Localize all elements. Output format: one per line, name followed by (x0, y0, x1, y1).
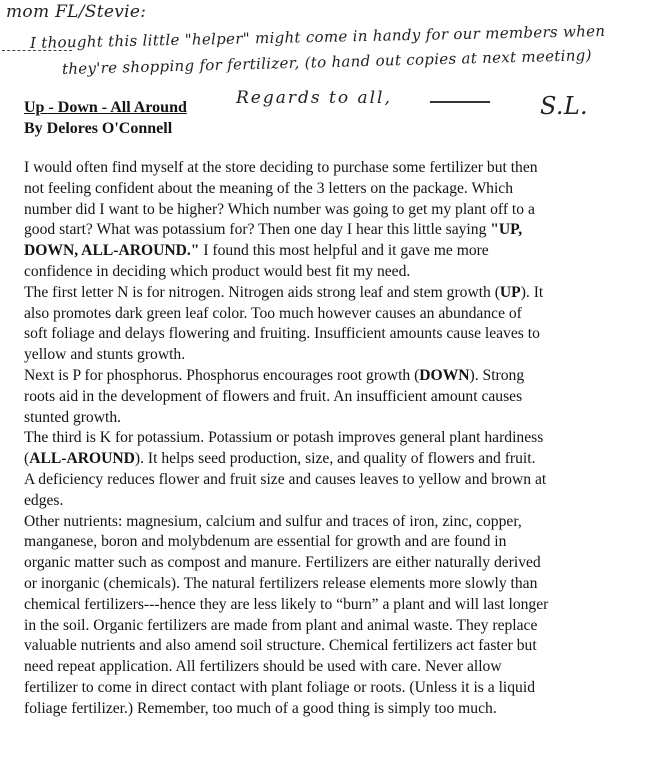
article-line-text: A deficiency reduces flower and fruit size and causes leaves to yellow and brown at (24, 470, 547, 488)
article-line-text: I found this most helpful and it gave me more (199, 242, 489, 260)
article-line-text: The first letter N is for nitrogen. Nitrogen aids strong leaf and stem growth ( (24, 283, 500, 301)
article-line-emphasis: UP (499, 283, 521, 301)
article-line (24, 241, 630, 262)
article-line (24, 699, 630, 720)
article-line (24, 595, 630, 616)
article-line (24, 553, 630, 574)
article-line-text: good start? What was potassium for? Then one day I hear this little saying (24, 221, 491, 239)
article-line-emphasis: DOWN, ALL-AROUND." (24, 242, 200, 260)
article-line-text: not feeling confident about the meaning of the 3 letters on the package. Which (24, 179, 514, 197)
article-line (24, 324, 630, 345)
article-title: Up - Down - All Around (24, 99, 187, 116)
article-line-text: edges. (24, 491, 64, 509)
article-line (24, 179, 630, 200)
article-line (24, 428, 630, 449)
article-line (24, 512, 630, 533)
article-line (24, 345, 630, 366)
article-line-text: foliage fertilizer.) Remember, too much of a good thing is simply too much. (24, 699, 497, 717)
article-body (24, 158, 630, 720)
handwritten-salutation: mom FL/Stevie: (6, 2, 147, 22)
article-line-emphasis: "UP, (490, 221, 523, 239)
article-line-text: stunted growth. (24, 408, 122, 426)
article-line-text: need repeat application. All fertilizers should be used with care. Never allow (24, 658, 502, 676)
article-line-text: ). It helps seed production, size, and quality of flowers and fruit. (134, 450, 536, 468)
article-line (24, 574, 630, 595)
article-line-text: soft foliage and delays flowering and fruiting. Insufficient amounts cause leaves to (24, 325, 540, 343)
article-line (24, 491, 630, 512)
article-line-text: valuable nutrients and also amend soil structure. Chemical fertilizers act faster but (24, 637, 537, 655)
article-line-text: ). Strong (469, 366, 525, 384)
article-line-text: chemical fertilizers---hence they are less likely to “burn” a plant and will last longer (24, 595, 549, 613)
handwritten-note-line-2: they're shopping for fertilizer, (to hand out copies at next meeting) (61, 46, 592, 78)
article-line-text: ). It (520, 283, 544, 301)
article-line (24, 304, 630, 325)
article-line (24, 678, 630, 699)
article-line (24, 408, 630, 429)
article-line-text: confidence in deciding which product would best fit my need. (24, 262, 411, 280)
article-line (24, 636, 630, 657)
article-line (24, 158, 630, 179)
article-byline: By Delores O'Connell (24, 120, 173, 137)
article-line (24, 283, 630, 304)
article-line-text: in the soil. Organic fertilizers are made from plant and animal waste. They replace (24, 616, 538, 634)
signature-dash (430, 101, 490, 103)
article-line-text: roots aid in the development of flowers and fruit. An insufficient amount causes (24, 387, 523, 405)
article-line-emphasis: DOWN (419, 366, 470, 384)
handwritten-note-line-1: I thought this little "helper" might come in handy for our members when (29, 21, 606, 52)
article-line-text: fertilizer to come in direct contact with plant foliage or roots. (Unless it is a liquid (24, 678, 535, 696)
article-line-text: Next is P for phosphorus. Phosphorus encourages root growth ( (24, 366, 420, 384)
article-line-text: manganese, boron and molybdenum are essential for growth and are found in (24, 533, 507, 551)
article-line (24, 220, 630, 241)
article-line-text: I would often find myself at the store deciding to purchase some fertilizer but then (24, 159, 538, 176)
article-line-text: The third is K for potassium. Potassium or potash improves general plant hardiness (24, 429, 544, 447)
article-line (24, 262, 630, 283)
handwritten-signature: S.L. (540, 92, 588, 120)
handwritten-regards (236, 88, 392, 108)
article-line (24, 532, 630, 553)
article-line-text: also promotes dark green leaf color. Too much however causes an abundance of (24, 304, 522, 322)
article-line (24, 200, 630, 221)
handwritten-regards-text: Regards to all, (236, 88, 392, 108)
article-line (24, 657, 630, 678)
article-line-text: organic matter such as compost and manure. Fertilizers are either naturally derived (24, 554, 541, 572)
article-line-text: or inorganic (chemicals). The natural fertilizers release elements more slowly than (24, 574, 538, 592)
article-line-text: yellow and stunts growth. (24, 346, 186, 364)
article-line-text: number did I want to be higher? Which number was going to get my plant off to a (24, 200, 535, 218)
article-line-text: ( (24, 450, 30, 468)
article-line-text: Other nutrients: magnesium, calcium and sulfur and traces of iron, zinc, copper, (24, 512, 522, 530)
article-line (24, 449, 630, 470)
article-line (24, 616, 630, 637)
article-line-emphasis: ALL-AROUND (29, 450, 135, 468)
article-line (24, 387, 630, 408)
article-line (24, 366, 630, 387)
article-line (24, 470, 630, 491)
